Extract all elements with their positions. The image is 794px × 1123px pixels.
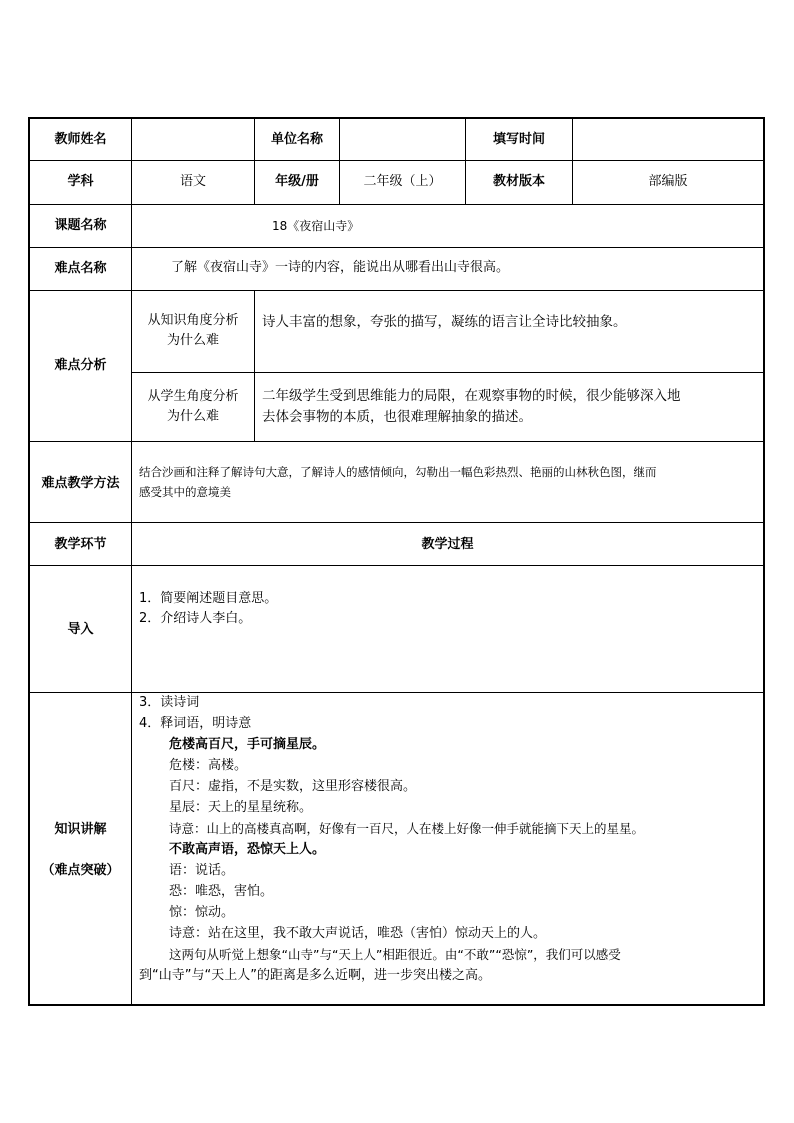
row-divider <box>28 441 765 442</box>
row-divider <box>28 290 765 291</box>
knowledge-angle-label: 从知识角度分析 <box>147 313 239 328</box>
table-border-right <box>763 117 765 1006</box>
knowledge-angle-label-2: 为什么难 <box>166 333 219 348</box>
process-header: 教学过程 <box>421 537 474 552</box>
student-angle-label-2: 为什么难 <box>166 409 219 424</box>
knowledge-line: 这两句从听觉上想象“山寺”与“天上人”相距很近。由“不敢”“恐惊”，我们可以感受 <box>169 947 621 962</box>
student-angle-value-2: 去体会事物的本质，也很难理解抽象的描述。 <box>262 409 532 425</box>
row-divider <box>28 247 765 248</box>
analysis-label: 难点分析 <box>54 358 107 373</box>
knowledge-line: 恐：唯恐，害怕。 <box>169 884 274 899</box>
teacher-name-label: 教师姓名 <box>54 132 107 147</box>
subject-value: 语文 <box>179 174 206 189</box>
method-label: 难点教学方法 <box>41 476 120 491</box>
edition-value: 部编版 <box>648 174 688 189</box>
row-divider <box>28 522 765 523</box>
stage-header: 教学环节 <box>54 537 107 552</box>
grade-value: 二年级（上） <box>363 174 442 189</box>
poem-line-2: 不敢高声语，恐惊天上人。 <box>169 842 326 857</box>
edition-label: 教材版本 <box>492 174 545 189</box>
knowledge-line: 3．读诗词 <box>139 695 200 710</box>
subject-label: 学科 <box>67 174 94 189</box>
row-divider <box>28 204 765 205</box>
intro-line: 1．简要阐述题目意思。 <box>139 591 278 606</box>
table-border-bottom <box>28 1004 765 1006</box>
col-divider <box>254 290 255 441</box>
fill-time-label: 填写时间 <box>492 132 545 147</box>
unit-name-label: 单位名称 <box>270 132 323 147</box>
topic-label: 课题名称 <box>54 218 107 233</box>
student-angle-value: 二年级学生受到思维能力的局限，在观察事物的时候，很少能够深入地 <box>262 388 681 404</box>
knowledge-line: 星辰：天上的星星统称。 <box>169 800 313 815</box>
difficulty-label: 难点名称 <box>54 261 107 276</box>
poem-line-1: 危楼高百尺，手可摘星辰。 <box>169 737 326 752</box>
grade-label: 年级/册 <box>275 174 319 189</box>
knowledge-angle-value: 诗人丰富的想象，夸张的描写，凝练的语言让全诗比较抽象。 <box>262 314 627 330</box>
knowledge-line: 危楼：高楼。 <box>169 758 248 773</box>
knowledge-line: 惊：惊动。 <box>169 905 235 920</box>
row-divider <box>28 565 765 566</box>
knowledge-line: 诗意：山上的高楼真高啊，好像有一百尺，人在楼上好像一伸手就能摘下天上的星星。 <box>169 821 645 836</box>
intro-label: 导入 <box>67 622 94 637</box>
col-divider <box>131 117 132 1006</box>
table-border-top <box>28 117 765 119</box>
row-divider <box>131 372 765 373</box>
topic-value: 18《夜宿山寺》 <box>272 219 360 233</box>
knowledge-line: 诗意：站在这里，我不敢大声说话，唯恐（害怕）惊动天上的人。 <box>169 926 547 941</box>
intro-line: 2．介绍诗人李白。 <box>139 611 252 626</box>
method-value-2: 感受其中的意境美 <box>139 485 231 499</box>
knowledge-line: 4．释词语，明诗意 <box>139 716 252 731</box>
knowledge-label: 知识讲解 <box>54 822 107 837</box>
row-divider <box>28 160 765 161</box>
knowledge-line: 语：说话。 <box>169 863 235 878</box>
difficulty-value: 了解《夜宿山寺》一诗的内容，能说出从哪看出山寺很高。 <box>171 260 510 275</box>
student-angle-label: 从学生角度分析 <box>147 389 239 404</box>
knowledge-line: 到“山寺”与“天上人”的距离是多么近啊，进一步突出楼之高。 <box>139 968 491 983</box>
knowledge-line: 百尺：虚指，不是实数，这里形容楼很高。 <box>169 779 417 794</box>
knowledge-sublabel: （难点突破） <box>41 863 120 878</box>
method-value: 结合沙画和注释了解诗句大意，了解诗人的感情倾向，勾勒出一幅色彩热烈、艳丽的山林秋色图，继而 <box>139 465 657 479</box>
